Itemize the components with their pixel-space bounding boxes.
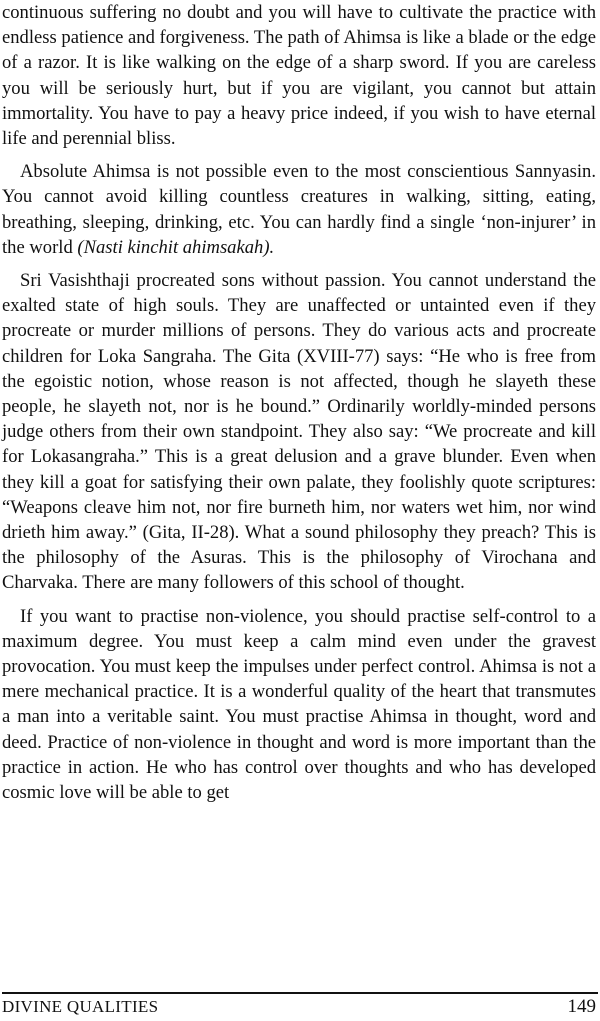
page-number: 149 <box>567 996 596 1017</box>
paragraph-2-text: Absolute Ahimsa is not possible even to the most conscientious Sannyasin. You cannot avoid killing countless creatures in walking, sitting, eating, breathing, sleeping, drinking, etc. You can hardly find a single ‘non-injurer’ in the world <box>2 161 596 258</box>
paragraph-4 <box>2 604 596 806</box>
book-page <box>2 0 596 1021</box>
running-title: DIVINE QUALITIES <box>2 997 159 1016</box>
paragraph-3-text: Sri Vasishthaji procreated sons without passion. You cannot understand the exalted state of high souls. They are unaffected or untainted even if they procreate or murder millions of persons. They do various acts and procreate children for Loka Sangraha. The Gita (XVIII-77) says: “He who is free from the egoistic notion, whose reason is not affected, though he slayeth these people, he slayeth not, nor is he bound.” Ordinarily worldly-minded persons judge others from their own standpoint. They also say: “We procreate and kill for Lokasangraha.” This is a great delusion and a grave blunder. Even when they kill a goat for satisfying their own palate, they foolishly quote scriptures: “Weapons cleave him not, nor fire burneth him, nor waters wet him, nor wind drieth him away.” (Gita, II-28). What a sound philosophy they preach? This is the philosophy of the Asuras. This is the philosophy of Virochana and Charvaka. There are many followers of this school of thought. <box>2 270 596 594</box>
page-footer <box>2 996 598 1018</box>
paragraph-1-text: continuous suffering no doubt and you will have to cultivate the practice with endless patience and forgiveness. The path of Ahimsa is like a blade or the edge of a razor. It is like walking on the edge of a sharp sword. If you are careless you will be seriously hurt, but if you are vigilant, you cannot but attain immortality. You have to pay a heavy price indeed, if you wish to have eternal life and perennial bliss. <box>2 2 596 150</box>
paragraph-4-text: If you want to practise non-violence, you should practise self-control to a maximum degree. You must keep a calm mind even under the gravest provocation. You must keep the impulses under perfect control. Ahimsa is not a mere mechanical practice. It is a wonderful quality of the heart that transmutes a man into a veritable saint. You must practise Ahimsa in thought, word and deed. Practice of non-violence in thought and word is more important than the practice in action. He who has control over thoughts and who has developed cosmic love will be able to get <box>2 605 596 804</box>
paragraph-1 <box>2 0 596 151</box>
paragraph-3 <box>2 268 596 596</box>
paragraph-2-italic-phrase: (Nasti kinchit ahimsakah). <box>77 236 275 258</box>
paragraph-2 <box>2 159 596 260</box>
footer-rule <box>2 992 598 994</box>
body-text <box>2 0 596 813</box>
